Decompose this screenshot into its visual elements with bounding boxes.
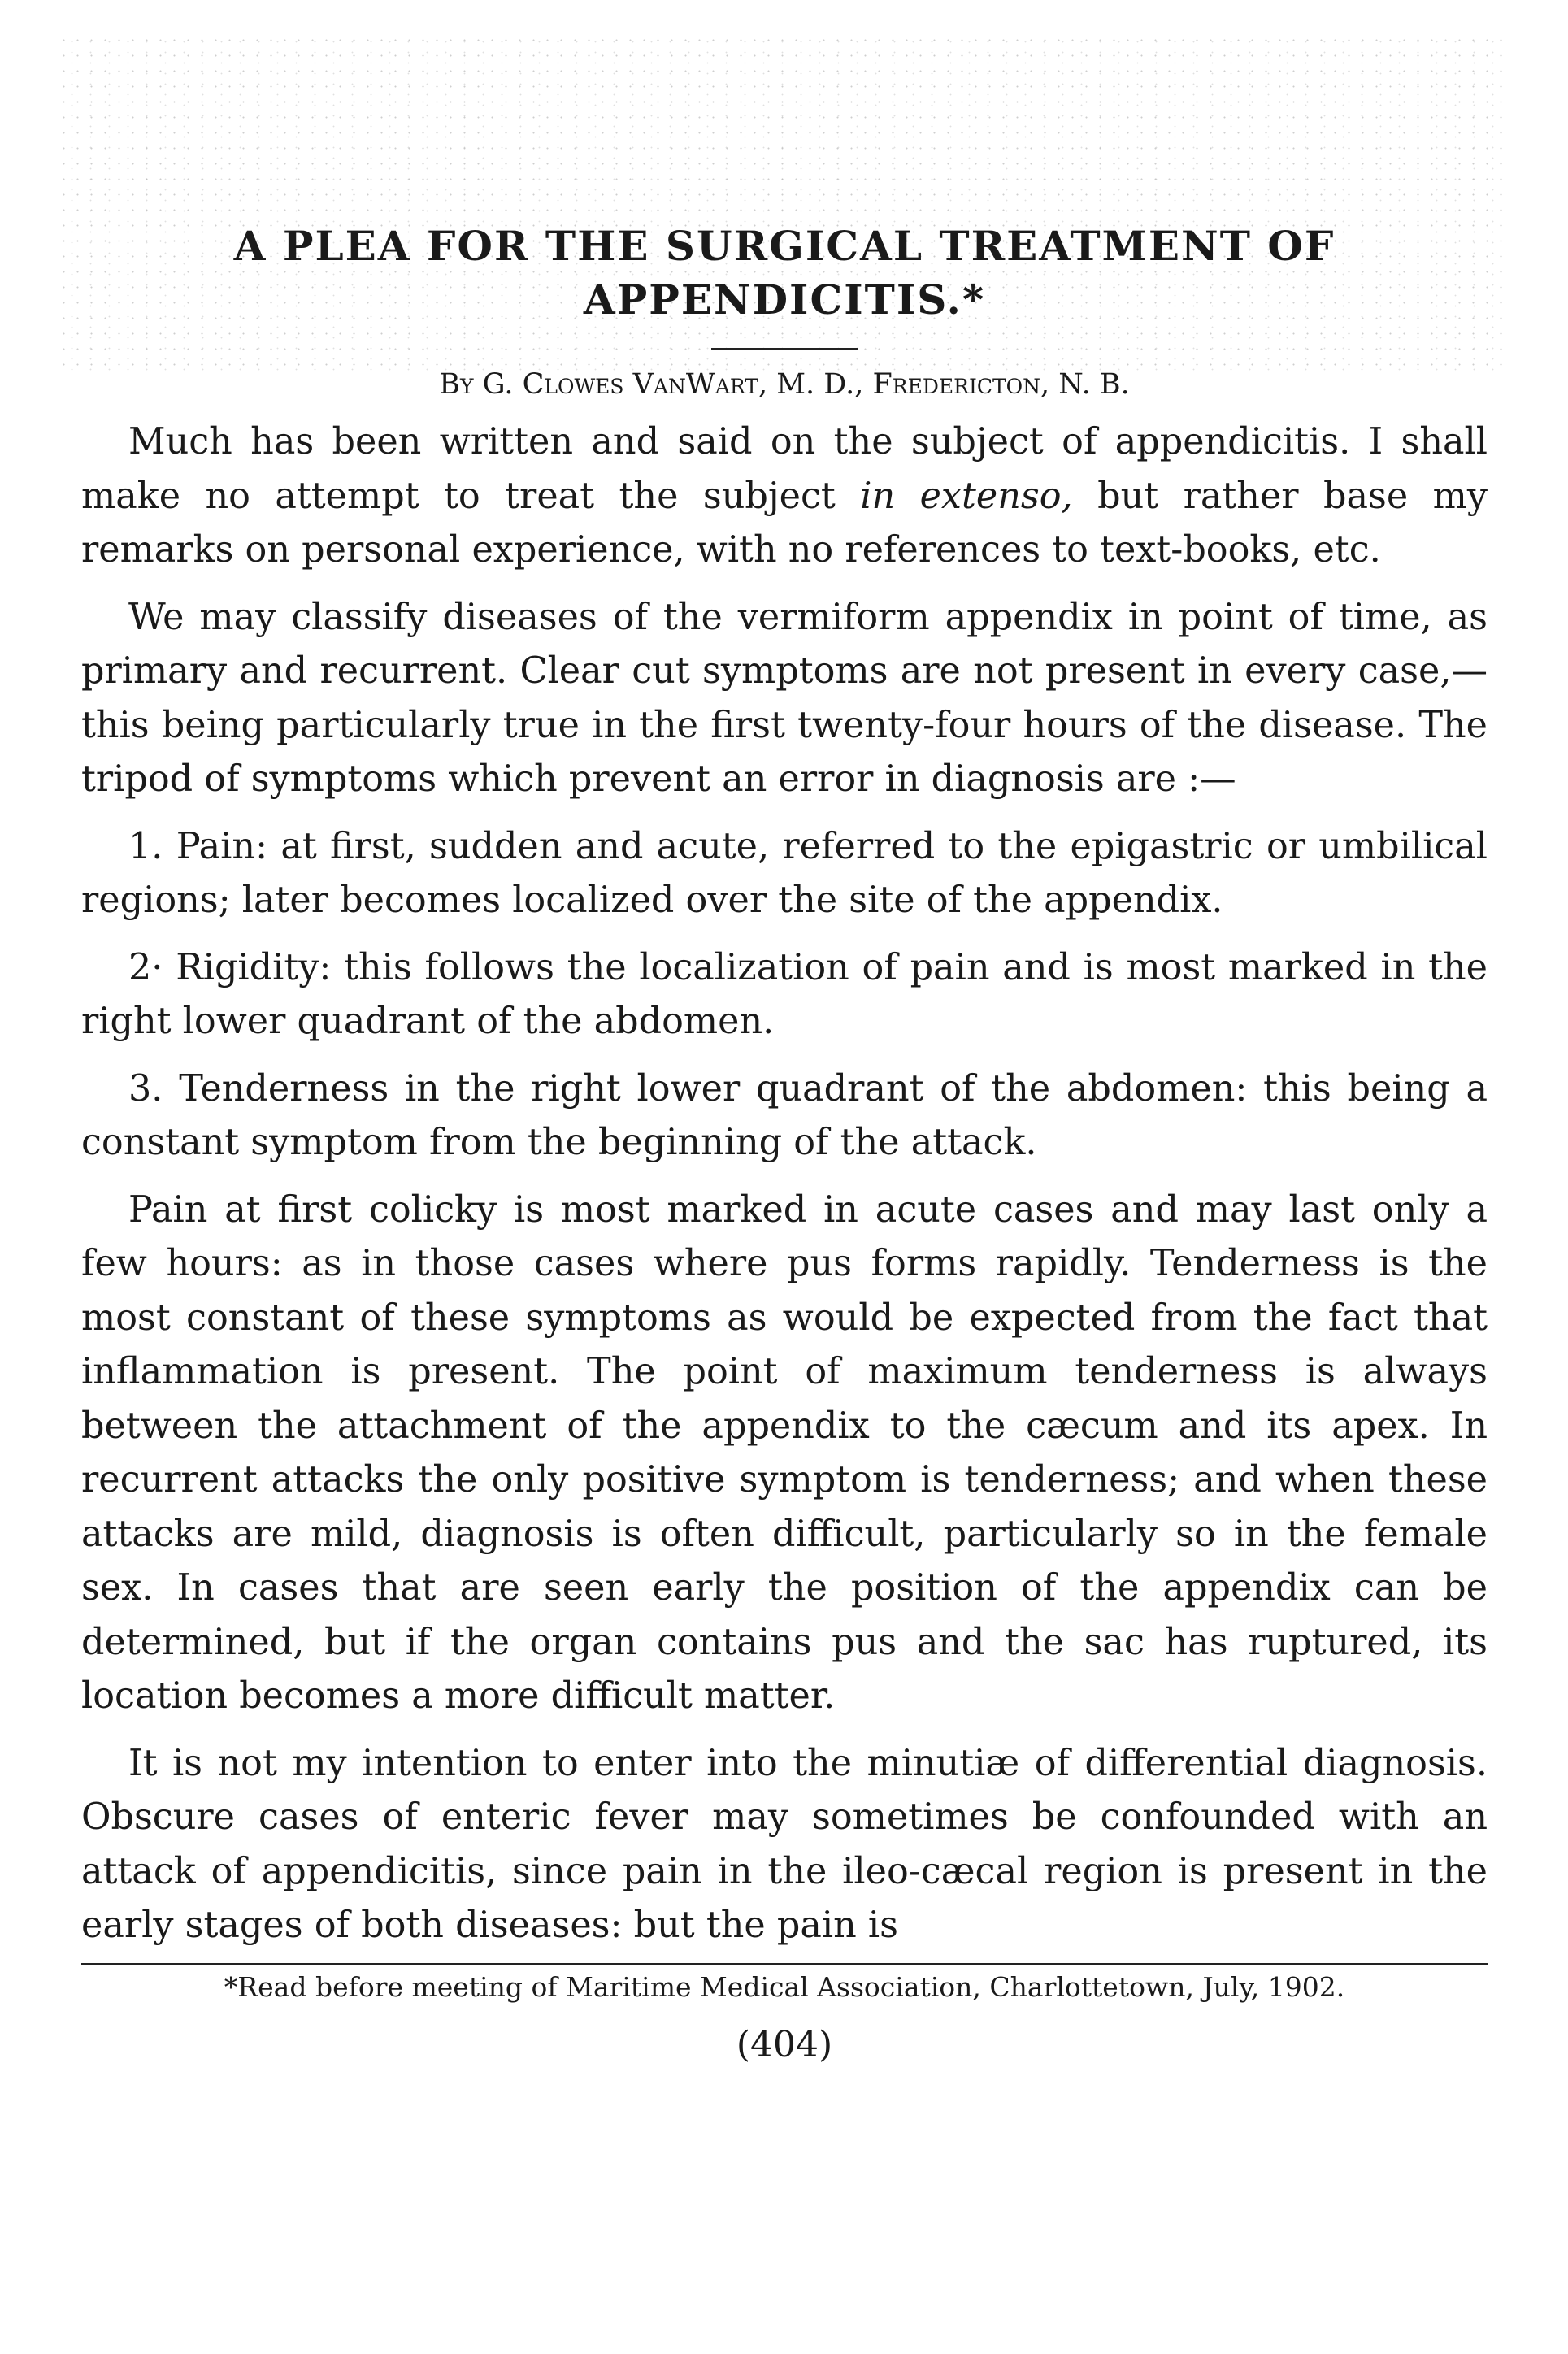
- paragraph-differential: It is not my intention to enter into the minutiæ of differential diagnosis. Obscure cases of enteric fever may sometimes be confounded with an attack of appendicitis, since pain in the ileo-cæcal region is present in the early stages of both diseases: but the pain is: [81, 1742, 1488, 1946]
- paragraph-classification: We may classify diseases of the vermiform appendix in point of time, as primary and recurrent. Clear cut symptoms are not present in every case,—this being particularly true in the first twenty-four hours of the disease. The tripod of symptoms which prevent an error in diagnosis are :—: [81, 596, 1488, 800]
- paragraph-pain-tenderness: Pain at first colicky is most marked in acute cases and may last only a few hours: as in those cases where pus forms rapidly. Tenderness is the most constant of these symptoms as would be expected from the fact that inflammation is present. The point of maximum tenderness is always between the attachment of the appendix to the cæcum and its apex. In recurrent attacks the only positive symptom is tenderness; and when these attacks are mild, diagnosis is often difficult, particularly so in the female sex. In cases that are seen early the position of the appendix can be determined, but if the organ contains pus and the sac has ruptured, its location becomes a more difficult matter.: [81, 1188, 1488, 1717]
- footnote: *Read before meeting of Maritime Medical Association, Charlottetown, July, 1902.: [224, 1970, 1345, 2003]
- paragraph-intro: [81, 415, 1488, 578]
- paragraph-intro-italic: in extenso,: [860, 475, 1073, 517]
- page-content: [81, 219, 1488, 2065]
- article-title: [81, 219, 1488, 327]
- title-line-2: APPENDICITIS.*: [583, 276, 986, 324]
- paragraph-intro-a: Much has been written and said on the subject of appendicitis. I shall make no attempt to treat the subject: [81, 421, 1488, 517]
- symptom-rigidity: 2· Rigidity: this follows the localization of pain and is most marked in the right lower quadrant of the abdomen.: [81, 946, 1488, 1042]
- footnote-divider: [81, 1963, 1488, 1965]
- title-line-1: A PLEA FOR THE SURGICAL TREATMENT OF: [233, 222, 1336, 270]
- byline: By G. Clowes VanWart, M. D., Fredericton, N. B.: [439, 368, 1130, 401]
- article-body: [81, 415, 1488, 1953]
- title-divider: [711, 348, 858, 350]
- page-number: (404): [736, 2023, 833, 2065]
- symptom-pain: 1. Pain: at first, sudden and acute, referred to the epigastric or umbilical regions; later becomes localized over the site of the appendix.: [81, 825, 1488, 921]
- paragraph-intro-b: but rather base my remarks on personal experience, with no references to text-books, etc.: [81, 475, 1488, 571]
- symptom-tenderness: 3. Tenderness in the right lower quadrant of the abdomen: this being a constant symptom from the beginning of the attack.: [81, 1067, 1488, 1163]
